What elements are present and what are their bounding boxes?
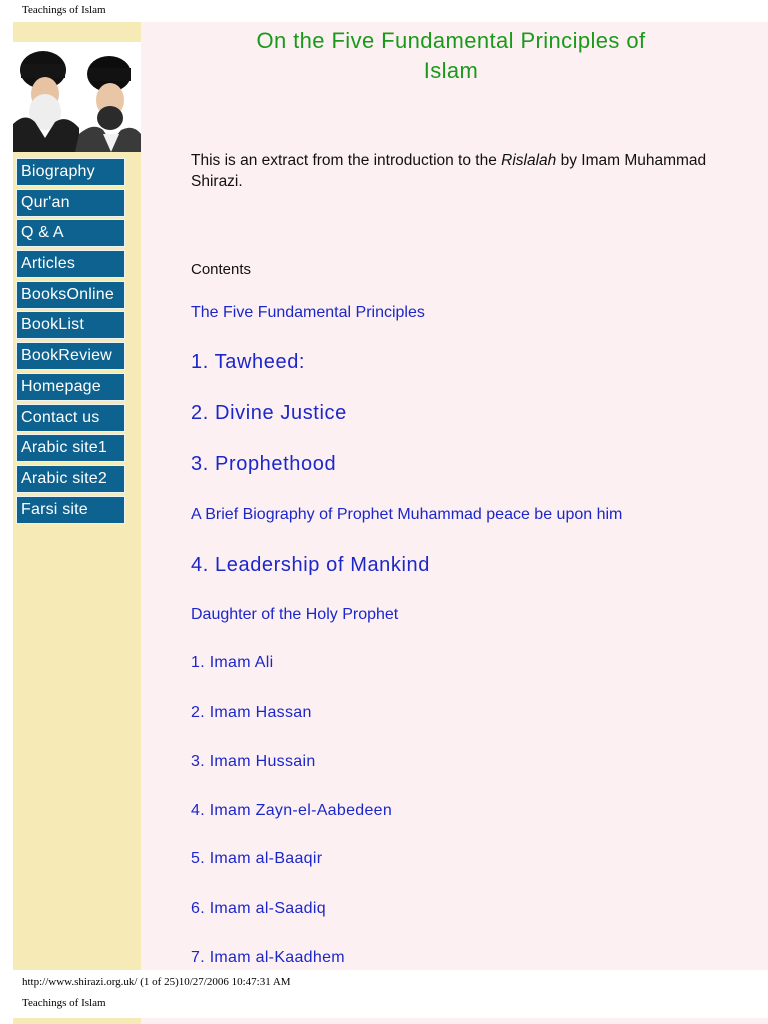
intro-text-start: This is an extract from the introduction to the (191, 152, 502, 169)
sidebar-nav (16, 158, 125, 526)
toc-link-leadership[interactable]: 4. Leadership of Mankind (191, 554, 430, 576)
intro-text-end: by Imam Muhammad Shirazi. (191, 152, 707, 190)
toc-link-prophet-biography[interactable]: A Brief Biography of Prophet Muhammad peace be upon him (191, 506, 623, 523)
main-content (191, 22, 761, 966)
print-header: Teachings of Islam (22, 4, 106, 16)
contents-label: Contents (191, 261, 252, 278)
toc-link-imam-baaqir[interactable]: 5. Imam al-Baaqir (191, 850, 323, 867)
toc-link-imam-hassan[interactable]: 2. Imam Hassan (191, 704, 312, 721)
nav-link-articles[interactable]: Articles (16, 250, 125, 278)
nav-link-contact-us[interactable]: Contact us (16, 404, 125, 432)
next-page-header: Teachings of Islam (22, 997, 106, 1009)
toc-link-imam-zayn[interactable]: 4. Imam Zayn-el-Aabedeen (191, 802, 393, 819)
sidebar (13, 22, 141, 970)
toc-link-tawheed[interactable]: 1. Tawheed: (191, 351, 306, 373)
page-title-line2: Islam (423, 58, 479, 83)
page-title-line1: On the Five Fundamental Principles of (256, 28, 646, 53)
next-page-edge (13, 1018, 768, 1024)
nav-link-biography[interactable]: Biography (16, 158, 125, 186)
toc-link-imam-saadiq[interactable]: 6. Imam al-Saadiq (191, 900, 326, 917)
next-page-sidebar-edge (13, 1018, 141, 1024)
toc-link-divine-justice[interactable]: 2. Divine Justice (191, 402, 347, 424)
nav-link-book-list[interactable]: BookList (16, 311, 125, 339)
intro-book-title: Rislalah (501, 152, 557, 169)
nav-link-quran[interactable]: Qur'an (16, 189, 125, 217)
print-footer: http://www.shirazi.org.uk/ (1 of 25)10/27/2006 10:47:31 AM (22, 976, 291, 988)
nav-link-homepage[interactable]: Homepage (16, 373, 125, 401)
nav-link-arabic-site1[interactable]: Arabic site1 (16, 434, 125, 462)
nav-link-book-review[interactable]: BookReview (16, 342, 125, 370)
scholars-portrait-image (13, 42, 141, 152)
nav-link-books-online[interactable]: BooksOnline (16, 281, 125, 309)
intro-paragraph (191, 150, 711, 192)
page-title (191, 26, 711, 86)
toc-link-prophethood[interactable]: 3. Prophethood (191, 453, 337, 475)
toc-link-daughter-prophet[interactable]: Daughter of the Holy Prophet (191, 606, 399, 623)
web-page (13, 22, 768, 970)
toc-link-five-principles[interactable]: The Five Fundamental Principles (191, 304, 425, 321)
nav-link-farsi-site[interactable]: Farsi site (16, 496, 125, 524)
toc-link-imam-hussain[interactable]: 3. Imam Hussain (191, 753, 316, 770)
nav-link-arabic-site2[interactable]: Arabic site2 (16, 465, 125, 493)
toc-link-imam-ali[interactable]: 1. Imam Ali (191, 654, 274, 671)
toc-link-imam-kaadhem[interactable]: 7. Imam al-Kaadhem (191, 949, 345, 966)
nav-link-qa[interactable]: Q & A (16, 219, 125, 247)
